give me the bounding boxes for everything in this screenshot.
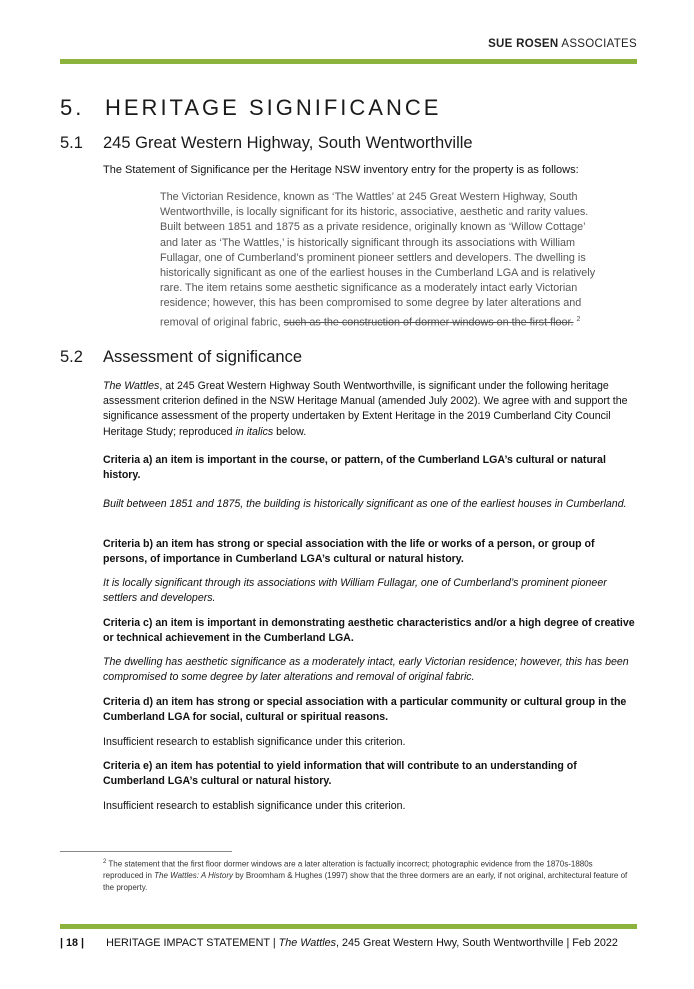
criteria-a-body: Built between 1851 and 1875, the building is historically significant as one of the earliest houses in Cumberland. [103, 498, 627, 510]
subsection-heading-5-1: 5.1 245 Great Western Highway, South Wentworthville [60, 134, 473, 152]
brand-logo: SUE ROSEN ASSOCIATES [488, 38, 637, 50]
significance-quote: The Victorian Residence, known as ‘The Wattles’ at 245 Great Western Highway, South Wentworthville, is locally significant for its historic, associative, aesthetic and rarity values. Built between 1851 and 1875 as a private residence, originally known as ‘Willow Cottage’ and later as ‘The Wattles,’ is historically significant through its associations with William Fullagar, one of Cumberland’s prominent pioneer settlers and developers. The dwelling is historically significant as one of the earliest houses in the Cumberland LGA and is relatively rare. The item retains some aesthetic significance as a moderately intact early Victorian residence; however, this has been compromised to some degree by later alterations and removal of original fabric, such as the construction of dormer windows on the first floor. $^2$ [160, 191, 596, 329]
criteria-e-body: Insufficient research to establish significance under this criterion. [103, 800, 406, 812]
footnote-ref: 2 [576, 315, 581, 323]
criteria-a-heading: Criteria a) an item is important in the course, or pattern, of the Cumberland LGA’s cultural or natural history. [103, 454, 606, 482]
subsection-heading-5-2: 5.2 Assessment of significance [60, 348, 303, 366]
intro-text: The Statement of Significance per the Heritage NSW inventory entry for the property is as follows: [103, 164, 579, 176]
criteria-c-heading: Criteria c) an item is important in demonstrating aesthetic characteristics and/or a high degree of creative or technical achievement in the Cumberland LGA. [103, 617, 635, 645]
struck-text: such as the construction of dormer windows on the first floor. [283, 316, 574, 329]
criteria-c-body: The dwelling has aesthetic significance as a moderately intact, early Victorian residence; however, this has been compromised to some degree by later alterations and removal of original fabric. [103, 656, 629, 684]
criteria-b-heading: Criteria b) an item has strong or special association with the life or works of a person, or group of persons, of importance in Cumberland LGA’s cultural or natural history. [103, 538, 595, 566]
assessment-paragraph: The Wattles, at 245 Great Western Highway South Wentworthville, is significant under the following heritage assessment criterion defined in the NSW Heritage Manual (amended July 2002). We agree with and support the significance assessment of the property undertaken by Extent Heritage in the 2019 Cumberland City Council Heritage Study; reproduced in italics below. [103, 380, 628, 438]
footnote-divider [60, 851, 232, 852]
criteria-b-body: It is locally significant through its associations with William Fullagar, one of Cumberland’s prominent pioneer settlers and developers. [103, 577, 607, 605]
footer-rule [60, 924, 637, 929]
page-number: | 18 | [60, 937, 85, 949]
header-rule [60, 59, 637, 64]
criteria-d-body: Insufficient research to establish significance under this criterion. [103, 736, 406, 748]
footer: | 18 | HERITAGE IMPACT STATEMENT | The Wattles, 245 Great Western Hwy, South Wentworthville | Feb 2022 [60, 937, 618, 949]
criteria-e-heading: Criteria e) an item has potential to yield information that will contribute to an understanding of Cumberland LGA’s cultural or natural history. [103, 760, 577, 788]
footnote: $^2$ The statement that the first floor dormer windows are a later alteration is factually incorrect; photographic evidence from the 1870s-1880s reproduced in The Wattles: A History by Broomham & Hughes (1997) show that the three dormers are an early, if not original, architectural feature of the property. [103, 859, 628, 892]
criteria-d-heading: Criteria d) an item has strong or special association with a particular community or cultural group in the Cumberland LGA for social, cultural or spiritual reasons. [103, 696, 627, 724]
section-heading: 5. HERITAGE SIGNIFICANCE [60, 95, 442, 120]
